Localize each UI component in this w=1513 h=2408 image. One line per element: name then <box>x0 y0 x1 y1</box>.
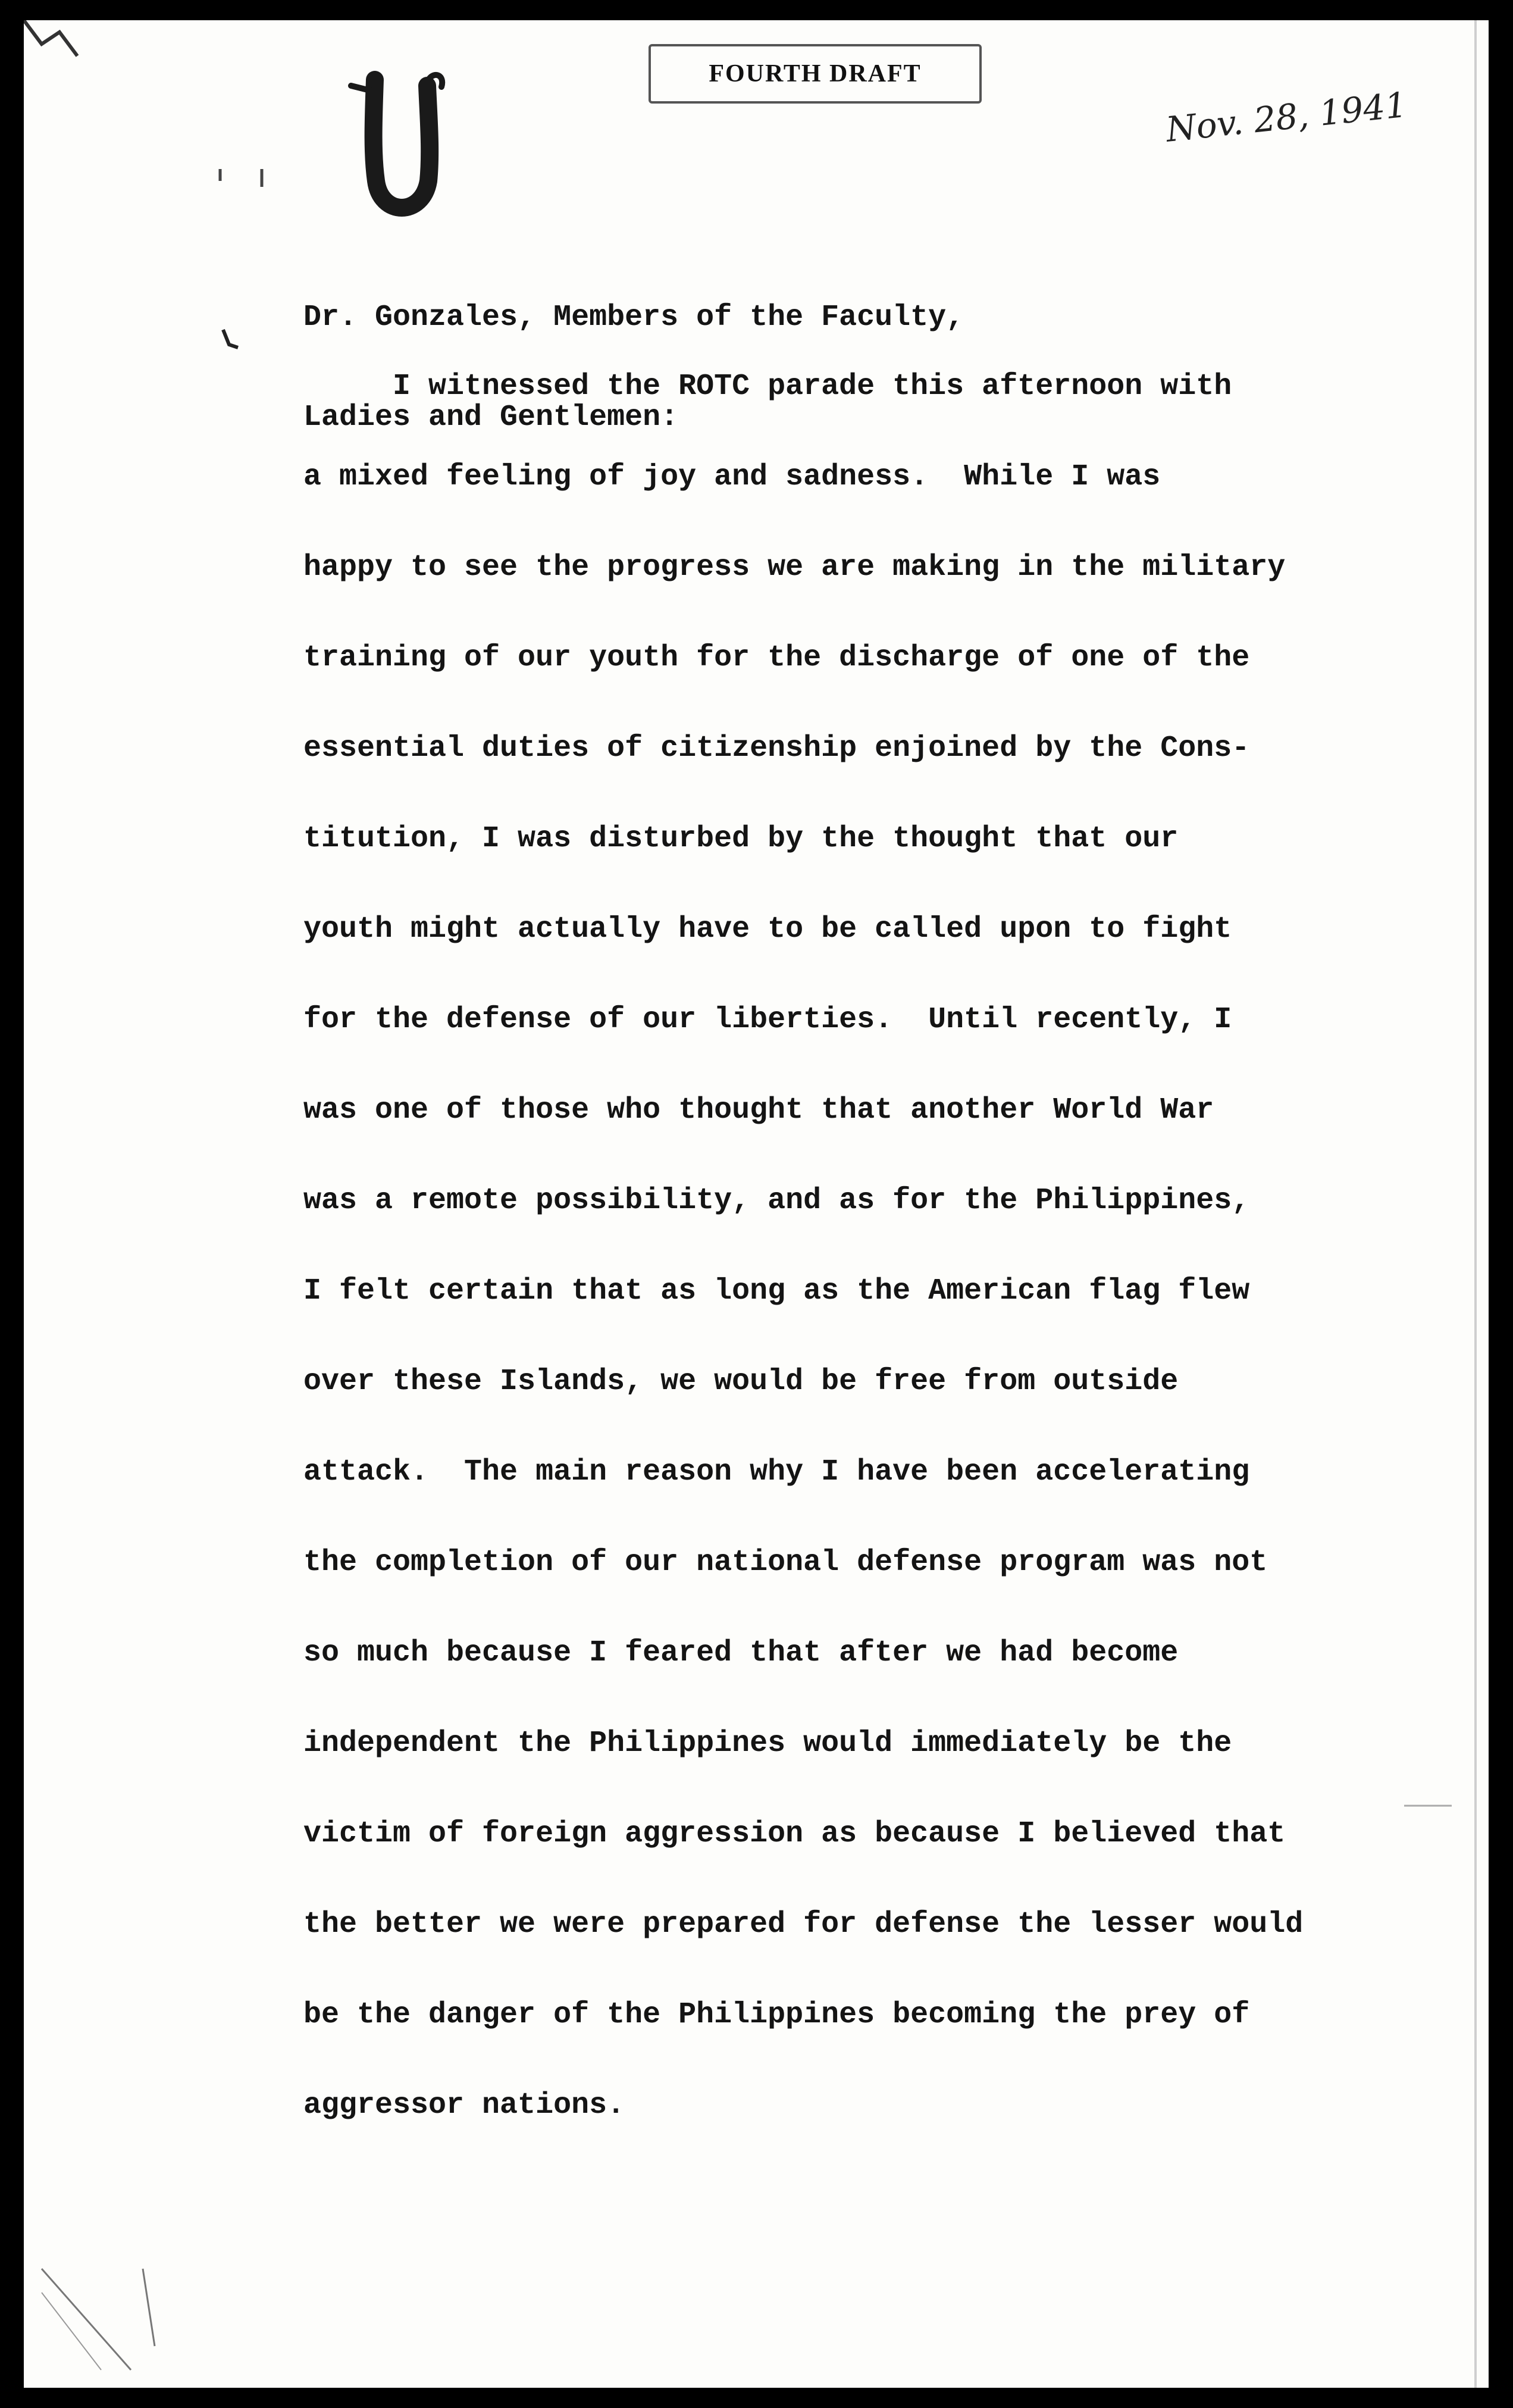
body-line: was one of those who thought that another World War <box>303 1093 1214 1127</box>
body-line: youth might actually have to be called upon to fight <box>303 912 1232 946</box>
body-line: training of our youth for the discharge of one of the <box>303 641 1250 675</box>
body-line: attack. The main reason why I have been accelerating <box>303 1455 1250 1489</box>
body-line: the better we were prepared for defense the lesser would <box>303 1907 1304 1941</box>
body-line: titution, I was disturbed by the thought that our <box>303 822 1179 856</box>
body-line: happy to see the progress we are making in the military <box>303 551 1286 584</box>
body-line: aggressor nations. <box>303 2088 625 2122</box>
salutation-line: Ladies and Gentlemen: <box>303 401 679 434</box>
draft-stamp-label: FOURTH DRAFT <box>709 60 922 87</box>
body-line: I felt certain that as long as the American flag flew <box>303 1274 1250 1308</box>
handwritten-initial-mark <box>339 68 452 234</box>
draft-stamp <box>649 44 982 104</box>
salutation-line: Dr. Gonzales, Members of the Faculty, <box>303 301 964 334</box>
body-line: I witnessed the ROTC parade this afternoon with <box>303 370 1232 404</box>
body-line: independent the Philippines would immediately be the <box>303 1727 1232 1760</box>
body-line: the completion of our national defense program was not <box>303 1546 1268 1580</box>
body-line: for the defense of our liberties. Until recently, I <box>303 1003 1232 1037</box>
body-line: was a remote possibility, and as for the Philippines, <box>303 1184 1250 1218</box>
body-line: victim of foreign aggression as because I believed that <box>303 1817 1286 1851</box>
body-line: a mixed feeling of joy and sadness. While I was <box>303 460 1161 494</box>
folded-corner-mark <box>36 2257 173 2376</box>
letter-body <box>303 357 1434 2166</box>
body-line: so much because I feared that after we had become <box>303 1636 1179 1670</box>
document-page <box>24 20 1489 2388</box>
body-line: be the danger of the Philippines becoming the prey of <box>303 1998 1250 2032</box>
body-line: essential duties of citizenship enjoined by the Cons- <box>303 731 1250 765</box>
handwritten-date: Nov. 28, 1941 <box>1164 84 1409 150</box>
body-line: over these Islands, we would be free from outside <box>303 1365 1179 1399</box>
